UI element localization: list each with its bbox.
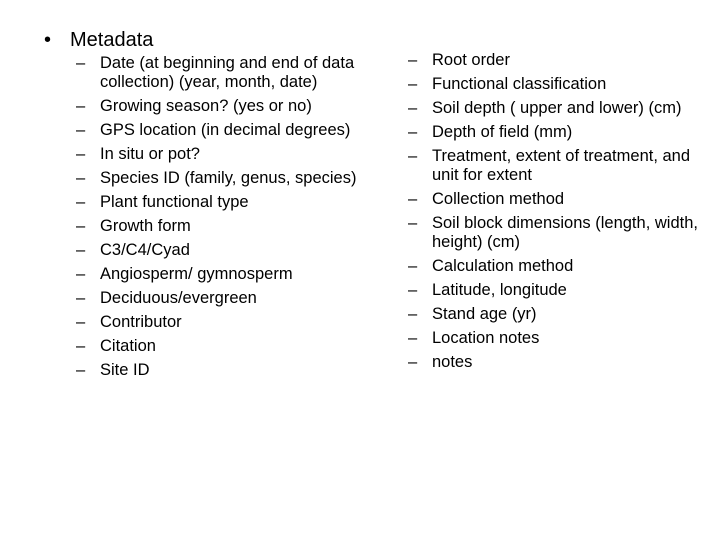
list-item-label: Citation — [100, 337, 156, 355]
list-item-label: Collection method — [432, 190, 565, 208]
metadata-heading — [44, 28, 364, 52]
dash-icon: – — [76, 54, 86, 72]
dash-icon: – — [408, 329, 418, 347]
metadata-heading-label: Metadata — [70, 29, 154, 51]
dash-icon: – — [408, 190, 418, 208]
right-item-list — [408, 51, 698, 372]
list-item — [408, 281, 698, 300]
list-item — [76, 169, 364, 188]
list-item-label: Stand age (yr) — [432, 305, 537, 323]
list-item — [76, 289, 364, 308]
dash-icon: – — [76, 289, 86, 307]
list-item — [408, 51, 698, 70]
list-item-label: Growth form — [100, 217, 191, 235]
list-item-label: Deciduous/evergreen — [100, 289, 257, 307]
list-item — [408, 353, 698, 372]
list-item-label: C3/C4/Cyad — [100, 241, 190, 259]
dash-icon: – — [76, 217, 86, 235]
list-item-label: Depth of field (mm) — [432, 123, 573, 141]
bullet-icon: • — [44, 29, 52, 51]
list-item — [408, 305, 698, 324]
list-item — [76, 121, 364, 140]
list-item-label: notes — [432, 353, 473, 371]
list-item-label: Site ID — [100, 361, 150, 379]
dash-icon: – — [408, 281, 418, 299]
list-item — [76, 193, 364, 212]
dash-icon: – — [408, 75, 418, 93]
dash-icon: – — [76, 169, 86, 187]
list-item — [408, 190, 698, 209]
list-item-label: Plant functional type — [100, 193, 249, 211]
dash-icon: – — [408, 99, 418, 117]
list-item — [408, 257, 698, 276]
list-item — [76, 361, 364, 380]
list-item — [76, 313, 364, 332]
list-item-label: Species ID (family, genus, species) — [100, 169, 357, 187]
list-item-label: Location notes — [432, 329, 540, 347]
list-item — [76, 217, 364, 236]
list-item — [408, 147, 698, 185]
list-item-label: Soil depth ( upper and lower) (cm) — [432, 99, 682, 117]
dash-icon: – — [76, 265, 86, 283]
dash-icon: – — [76, 337, 86, 355]
list-item-label: Date (at beginning and end of data collection) (year, month, date) — [100, 54, 355, 91]
dash-icon: – — [76, 145, 86, 163]
dash-icon: – — [76, 361, 86, 379]
dash-icon: – — [76, 313, 86, 331]
list-item — [76, 337, 364, 356]
list-item — [76, 97, 364, 116]
dash-icon: – — [76, 241, 86, 259]
list-item-label: Angiosperm/ gymnosperm — [100, 265, 293, 283]
list-item-label: GPS location (in decimal degrees) — [100, 121, 351, 139]
list-item — [408, 123, 698, 142]
list-item-label: Latitude, longitude — [432, 281, 567, 299]
dash-icon: – — [408, 305, 418, 323]
dash-icon: – — [408, 257, 418, 275]
dash-icon: – — [76, 193, 86, 211]
dash-icon: – — [408, 214, 418, 232]
dash-icon: – — [76, 121, 86, 139]
list-item-label: Growing season? (yes or no) — [100, 97, 312, 115]
dash-icon: – — [408, 51, 418, 69]
list-item — [76, 241, 364, 260]
list-item — [408, 214, 698, 252]
list-item-label: Calculation method — [432, 257, 574, 275]
list-item-label: Functional classification — [432, 75, 607, 93]
list-item — [408, 99, 698, 118]
list-item-label: Root order — [432, 51, 510, 69]
dash-icon: – — [408, 147, 418, 165]
list-item-label: Treatment, extent of treatment, and unit for extent — [432, 147, 691, 184]
list-item — [408, 329, 698, 348]
left-column — [44, 28, 364, 385]
list-item — [408, 75, 698, 94]
left-item-list — [44, 54, 364, 380]
list-item — [76, 145, 364, 164]
dash-icon: – — [76, 97, 86, 115]
list-item-label: In situ or pot? — [100, 145, 200, 163]
right-column — [408, 51, 698, 377]
dash-icon: – — [408, 353, 418, 371]
list-item — [76, 265, 364, 284]
list-item — [76, 54, 364, 92]
list-item-label: Soil block dimensions (length, width, height) (cm) — [432, 214, 698, 251]
list-item-label: Contributor — [100, 313, 182, 331]
dash-icon: – — [408, 123, 418, 141]
